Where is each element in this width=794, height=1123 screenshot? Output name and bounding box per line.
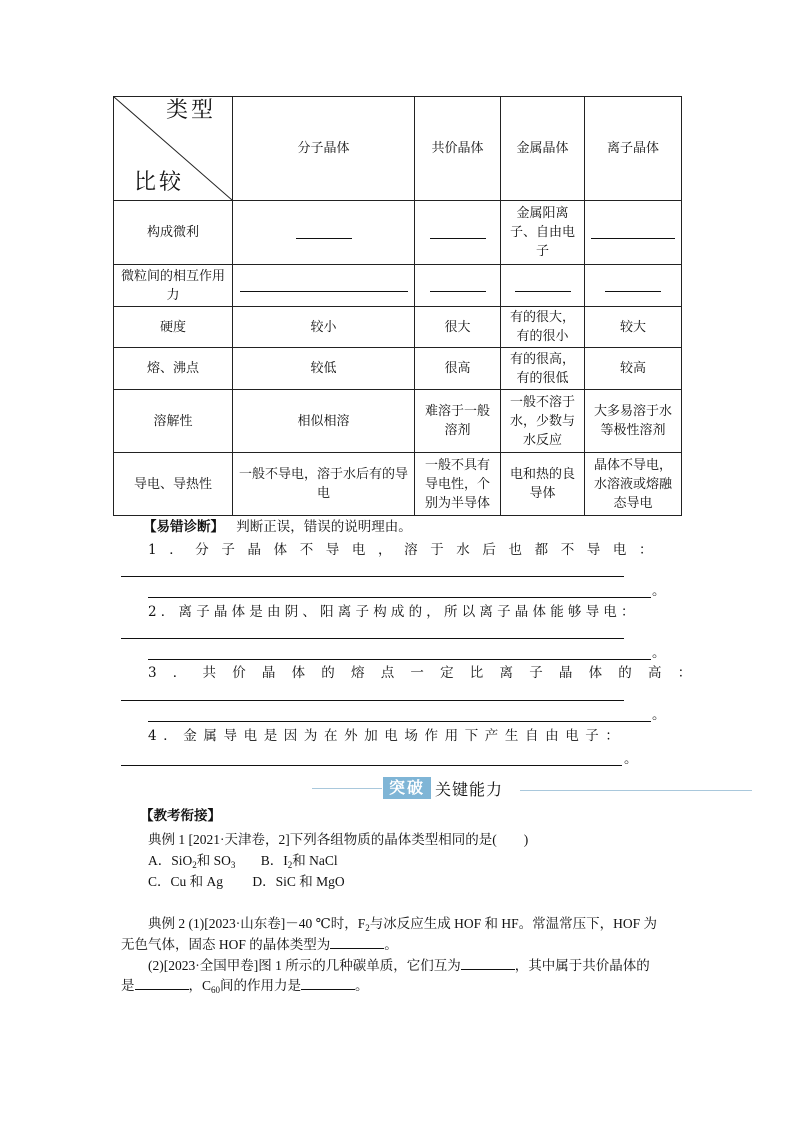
table-cell: 相似相溶 [233,390,415,453]
answer-line[interactable] [148,721,651,722]
table-row [114,265,682,307]
answer-blank[interactable] [301,977,355,990]
banner-rule-right [520,790,752,791]
table-cell [585,265,682,307]
answer-blank[interactable] [461,957,515,970]
subscript: 2 [365,923,370,933]
diagonal-header-cell [114,97,233,201]
option-b-label: B．I [260,853,288,868]
column-header: 共价晶体 [415,97,501,201]
table-cell: 一般不具有导电性，个别为半导体 [415,453,501,516]
table-cell [233,201,415,265]
table-row [114,453,682,516]
header-compare-label: 比较 [134,170,185,195]
table-cell: 一般不导电，溶于水后有的导电 [233,453,415,516]
answer-blank[interactable] [591,226,675,239]
answer-line[interactable] [121,700,624,701]
column-header: 分子晶体 [233,97,415,201]
table-cell [501,265,585,307]
answer-line[interactable] [121,638,624,639]
option-a-text: SiO [171,853,193,868]
row-label: 微粒间的相互作用力 [114,265,233,307]
example-2-line-4 [121,976,369,1000]
end-mark: 。 [652,707,666,723]
example-2-text: 是 [121,978,135,993]
table-cell: 较高 [585,348,682,390]
table-cell: 较低 [233,348,415,390]
table-cell: 很高 [415,348,501,390]
table-cell: 较大 [585,307,682,348]
table-cell: 难溶于一般溶剂 [415,390,501,453]
row-label: 硬度 [114,307,233,348]
table-row [114,390,682,453]
table-cell: 大多易溶于水等极性溶剂 [585,390,682,453]
diagnosis-item-3: 3．共价晶体的熔点一定比离子晶体的高： [148,665,708,681]
example-2-text: 无色气体，固态 HOF 的晶体类型为 [121,937,331,952]
example-2-text: 。 [384,937,398,952]
section-banner [383,777,503,799]
example-1-stem: 典例 1 [2021·天津卷，2]下列各组物质的晶体类型相同的是( ) [148,832,529,847]
table-cell: 有的很大，有的很小 [501,307,585,348]
row-label: 构成微利 [114,201,233,265]
row-label: 熔、沸点 [114,348,233,390]
row-label: 溶解性 [114,390,233,453]
example-2-text: (2)[2023·全国甲卷]图 1 所示的几种碳单质，它们互为 [148,958,461,973]
table-cell [415,265,501,307]
option-a[interactable] [148,853,235,868]
answer-blank[interactable] [605,279,661,292]
answer-blank[interactable] [330,936,384,949]
diagnosis-item-1: 1．分子晶体不导电，溶于水后也都不导电： [148,542,666,558]
end-mark: 。 [624,751,638,767]
option-b-text: 和 NaCl [292,853,338,868]
column-header: 金属晶体 [501,97,585,201]
example-2-line-3 [148,956,650,975]
example-2-text: 间的作用力是 [220,978,302,993]
row-label: 导电、导热性 [114,453,233,516]
exam-heading [140,807,221,826]
subscript: 3 [230,860,236,870]
banner-key-label: 突破 [383,777,431,799]
option-b[interactable] [261,853,338,868]
answer-blank[interactable] [430,226,486,239]
table-cell: 较小 [233,307,415,348]
example-2-text: ，C [188,978,212,993]
answer-line[interactable] [148,597,651,598]
diagnosis-item-2: 2．离子晶体是由阴、阳离子构成的，所以离子晶体能够导电： [148,604,639,620]
example-1-options-cd [148,872,345,891]
answer-blank[interactable] [135,977,189,990]
subscript: 2 [287,860,293,870]
diagnosis-item-4: 4．金属导电是因为在外加电场作用下产生自由电子： [148,728,626,744]
option-a-label: A． [148,853,172,868]
table-cell [415,201,501,265]
exam-heading-text: 【教考衔接】 [140,808,221,824]
example-2-text: ，其中属于共价晶体的 [514,958,650,973]
example-2-text: 与冰反应生成 HOF 和 HF。常温常压下，HOF 为 [369,916,657,931]
example-2-text: 典例 2 (1)[2023·山东卷]－40 ℃时，F [148,916,366,931]
answer-blank[interactable] [515,279,571,292]
table-cell: 有的很高，有的很低 [501,348,585,390]
diagnosis-heading: 【易错诊断】 [143,519,224,535]
example-2-text: 。 [355,978,369,993]
comparison-table [113,96,682,516]
diagnosis-instruction: 判断正误，错误的说明理由。 [236,519,412,535]
table-cell [585,201,682,265]
subscript: 60 [211,985,221,995]
banner-rule-left [312,788,382,789]
header-type-label: 类型 [165,98,216,123]
banner-title: 关键能力 [435,779,504,799]
answer-blank[interactable] [240,279,408,292]
answer-line[interactable] [148,659,651,660]
table-row [114,307,682,348]
option-c[interactable]: C．Cu 和 Ag [148,874,224,889]
diagnosis-heading-line [143,518,412,537]
end-mark: 。 [652,583,666,599]
table-cell: 金属阳离子、自由电子 [501,201,585,265]
option-a-text: 和 SO [196,853,231,868]
answer-line[interactable] [121,576,624,577]
example-2-line-2 [121,935,398,954]
end-mark: 。 [652,645,666,661]
table-cell: 晶体不导电，水溶液或熔融态导电 [585,453,682,516]
column-header: 离子晶体 [585,97,682,201]
answer-blank[interactable] [296,226,352,239]
option-d[interactable]: D．SiC 和 MgO [252,874,345,889]
table-cell [233,265,415,307]
subscript: 2 [192,860,197,870]
table-row [114,348,682,390]
table-row [114,201,682,265]
answer-blank[interactable] [430,279,486,292]
table-cell: 一般不溶于水，少数与水反应 [501,390,585,453]
answer-line[interactable] [121,765,622,766]
table-cell: 很大 [415,307,501,348]
table-header-row [114,97,682,201]
table-cell: 电和热的良导体 [501,453,585,516]
